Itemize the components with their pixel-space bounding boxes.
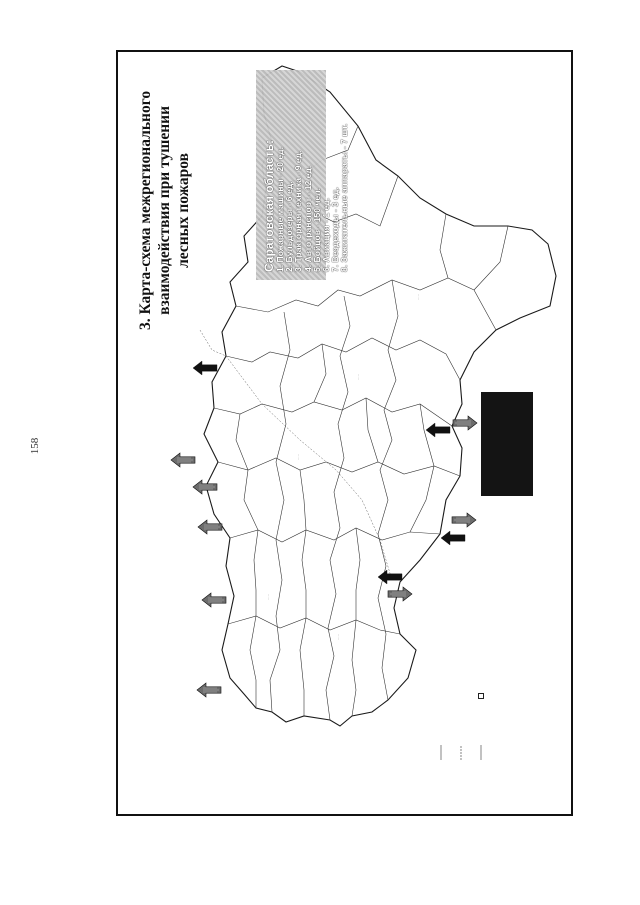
arrow-9-icon	[441, 531, 465, 545]
title-line-3: лесных пожаров	[175, 152, 192, 268]
svg-text:·····: ·····	[267, 594, 271, 600]
arrow-10-icon	[452, 513, 476, 527]
region-line: 6. Авиация - 1 ед.	[321, 197, 332, 272]
svg-text:·····: ·····	[417, 294, 421, 300]
arrow-7-icon	[378, 570, 402, 584]
arrow-6-icon	[197, 683, 221, 697]
region-line: 8. Зажигательные аппараты - 7 шт.	[339, 123, 350, 272]
region-line: 4. Автотранспорт - 12 ед.	[302, 165, 313, 272]
river-line	[200, 330, 392, 580]
arrow-12-icon	[453, 416, 477, 430]
legend-symbols	[441, 745, 481, 760]
title-line-2: взаимодействия при тушении	[156, 105, 173, 315]
arrow-3-icon	[193, 480, 217, 494]
svg-text:·····: ·····	[297, 454, 301, 460]
region-line: 5. Бойцов - 150 чел.	[311, 187, 322, 272]
arrow-11-icon	[426, 423, 450, 437]
arrow-5-icon	[202, 593, 226, 607]
svg-text:·····: ·····	[357, 374, 361, 380]
neighbor-resource-box	[481, 392, 533, 496]
region-heading: Саратовская область:	[262, 140, 276, 272]
arrow-1-icon	[193, 361, 217, 375]
region-line: 2. Бульдозеры - 6 ед.	[284, 181, 295, 272]
region-resource-text	[262, 124, 350, 272]
legend-square-icon	[478, 693, 484, 699]
region-line: 3. Тракторная техника - 9 ед.	[293, 150, 304, 272]
region-line: 1. Пожарные машины - 20 ед.	[275, 147, 285, 272]
arrow-4-icon	[198, 520, 222, 534]
page-number: 158	[29, 437, 41, 455]
arrow-8-icon	[388, 587, 412, 601]
map-title	[136, 91, 193, 330]
region-line: 7. Вездеходы - 3 ед.	[330, 187, 341, 272]
svg-text:·····: ·····	[337, 634, 341, 640]
arrow-2-icon	[171, 453, 195, 467]
title-line-1: 3. Карта-схема межрегионального	[137, 90, 154, 330]
